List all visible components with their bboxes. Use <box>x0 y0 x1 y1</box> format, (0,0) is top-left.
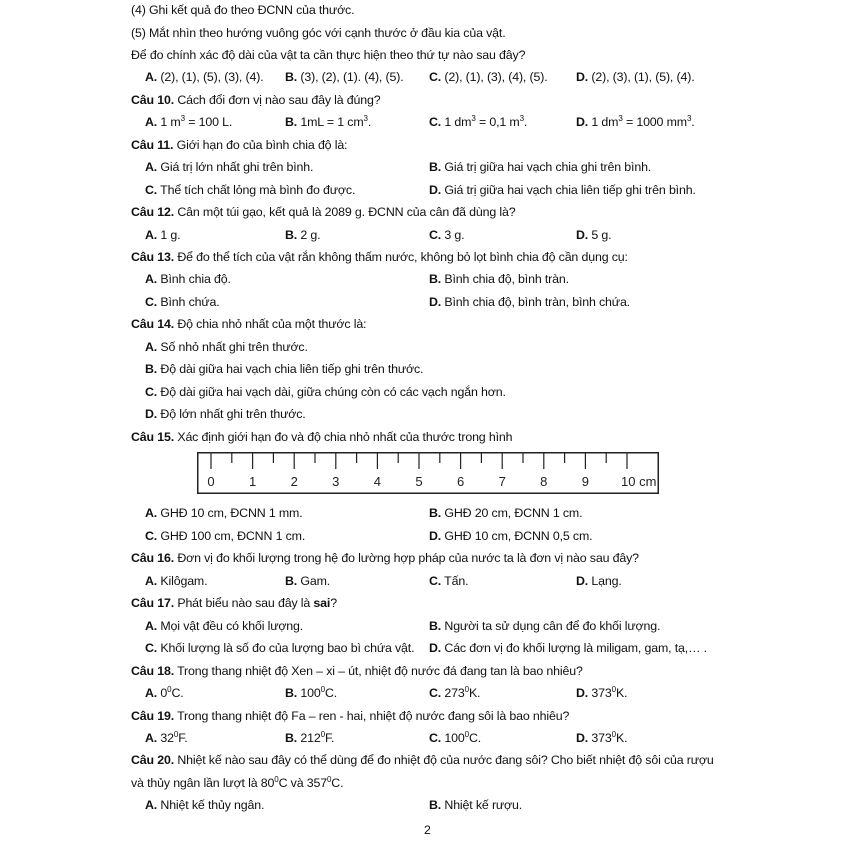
q18-option-d: D. $373^0K$. <box>576 685 628 700</box>
q19-option-b: B. $212^0F$. <box>285 730 335 745</box>
intro-option-c: C. (2), (1), (3), (4), (5). <box>429 70 548 84</box>
ruler-label: 9 <box>581 474 590 489</box>
q12-option-d: D. 5 g. <box>576 228 612 242</box>
question-12: Câu 12. Cân một túi gạo, kết quả là 2089 g. ĐCNN của cân đã dùng là? <box>131 205 516 219</box>
q17-option-b: B. Người ta sử dụng cân để đo khối lượng. <box>429 619 661 633</box>
question-14: Câu 14. Độ chia nhỏ nhất của một thước là: <box>131 317 367 331</box>
q19-option-c: C. $100^0C$. <box>429 730 482 745</box>
q10-option-b: B. 1mL = 1 $cm^3$. <box>285 114 372 129</box>
question-13: Câu 13. Để đo thể tích của vật rắn không thấm nước, không bỏ lọt bình chia độ cần dụng cụ: <box>131 250 628 264</box>
intro-step-5: (5) Mắt nhìn theo hướng vuông góc với cạnh thước ở đầu kia của vật. <box>131 26 506 40</box>
q11-option-b: B. Giá trị giữa hai vạch chia ghi trên bình. <box>429 160 652 174</box>
q14-option-b: B. Độ dài giữa hai vạch chia liên tiếp ghi trên thước. <box>145 362 424 376</box>
q10-option-a: A. 1 $m^3 = 100$ L. <box>145 114 233 129</box>
q11-option-a: A. Giá trị lớn nhất ghi trên bình. <box>145 160 314 174</box>
q19-option-a: A. $32^0F$. <box>145 730 188 745</box>
q12-option-a: A. 1 g. <box>145 228 181 242</box>
question-20-continued: và thủy ngân lần lượt là $80^0C$ và $357^0C$. <box>131 775 344 790</box>
q10-option-d: D. 1 $dm^3 = 1000$ $mm^3$. <box>576 114 695 129</box>
intro-question: Để đo chính xác độ dài của vật ta cần thực hiện theo thứ tự nào sau đây? <box>131 48 526 62</box>
intro-option-b: B. (3), (2), (1). (4), (5). <box>285 70 404 84</box>
q13-option-d: D. Bình chia độ, bình tràn, bình chứa. <box>429 295 630 309</box>
q14-option-d: D. Độ lớn nhất ghi trên thước. <box>145 407 306 421</box>
q19-option-d: D. $373^0K$. <box>576 730 628 745</box>
q18-option-a: A. $0^0C$. <box>145 685 184 700</box>
q20-option-a: A. Nhiệt kế thủy ngân. <box>145 798 265 812</box>
q15-option-a: A. GHĐ 10 cm, ĐCNN 1 mm. <box>145 506 303 520</box>
q16-option-c: C. Tấn. <box>429 574 469 588</box>
q17-option-a: A. Mọi vật đều có khối lượng. <box>145 619 304 633</box>
question-18: Câu 18. Trong thang nhiệt độ Xen – xi – út, nhiệt độ nước đá đang tan là bao nhiêu? <box>131 664 583 678</box>
q11-option-d: D. Giá trị giữa hai vạch chia liên tiếp ghi trên bình. <box>429 183 696 197</box>
ruler-label: 7 <box>498 474 506 489</box>
ruler-label: 6 <box>456 474 465 489</box>
ruler-label: 4 <box>373 474 382 489</box>
question-10: Câu 10. Cách đổi đơn vị nào sau đây là đúng? <box>131 93 381 107</box>
q16-option-b: B. Gam. <box>285 574 331 588</box>
ruler-label: 8 <box>540 474 548 489</box>
q18-option-c: C. $273^0K$. <box>429 685 481 700</box>
q15-option-c: C. GHĐ 100 cm, ĐCNN 1 cm. <box>145 529 306 543</box>
q15-option-d: D. GHĐ 10 cm, ĐCNN 0,5 cm. <box>429 529 593 543</box>
q10-option-c: C. 1 $dm^3 = 0,1$ $m^3$. <box>429 114 528 129</box>
question-11: Câu 11. Giới hạn đo của bình chia độ là: <box>131 138 348 152</box>
ruler-label: 3 <box>332 474 340 489</box>
ruler-label: 2 <box>290 474 298 489</box>
question-15: Câu 15. Xác định giới hạn đo và độ chia nhỏ nhất của thước trong hình <box>131 430 513 444</box>
q12-option-b: B. 2 g. <box>285 228 321 242</box>
q14-option-a: A. Số nhỏ nhất ghi trên thước. <box>145 340 308 354</box>
ruler-label: 0 <box>207 474 215 489</box>
ruler-label: 1 <box>248 474 257 489</box>
question-20: Câu 20. Nhiệt kế nào sau đây có thể dùng để đo nhiệt độ của nước đang sôi? Cho biết nhiệt độ sôi của rượu <box>131 753 714 767</box>
question-19: Câu 19. Trong thang nhiệt độ Fa – ren - hai, nhiệt độ nước đang sôi là bao nhiêu? <box>131 709 570 723</box>
q11-option-c: C. Thể tích chất lỏng mà bình đo được. <box>145 183 356 197</box>
q20-option-b: B. Nhiệt kế rượu. <box>429 798 523 812</box>
intro-option-a: A. (2), (1), (5), (3), (4). <box>145 70 264 84</box>
intro-step-4: (4) Ghi kết quả đo theo ĐCNN của thước. <box>131 3 355 17</box>
ruler-label: 10 cm <box>621 474 657 489</box>
ruler-label: 5 <box>415 474 423 489</box>
ruler-figure <box>197 452 659 494</box>
q15-option-b: B. GHĐ 20 cm, ĐCNN 1 cm. <box>429 506 583 520</box>
q18-option-b: B. $100^0C$. <box>285 685 338 700</box>
question-17: Câu 17. Phát biểu nào sau đây là sai? <box>131 596 337 610</box>
question-16: Câu 16. Đơn vị đo khối lượng trong hệ đo lường hợp pháp của nước ta là đơn vị nào sau đây? <box>131 551 639 565</box>
q14-option-c: C. Độ dài giữa hai vạch dài, giữa chúng còn có các vạch ngắn hơn. <box>145 385 506 399</box>
q16-option-a: A. Kilôgam. <box>145 574 208 588</box>
q16-option-d: D. Lạng. <box>576 574 622 588</box>
q12-option-c: C. 3 g. <box>429 228 465 242</box>
q13-option-c: C. Bình chứa. <box>145 295 220 309</box>
page-number: 2 <box>424 823 431 837</box>
intro-option-d: D. (2), (3), (1), (5), (4). <box>576 70 695 84</box>
q17-option-c: C. Khối lượng là số đo của lượng bao bì chứa vật. <box>145 641 415 655</box>
q13-option-a: A. Bình chia độ. <box>145 272 231 286</box>
ruler-body <box>198 453 659 494</box>
q13-option-b: B. Bình chia độ, bình tràn. <box>429 272 569 286</box>
q17-option-d: D. Các đơn vị đo khối lượng là miligam, gam, tạ,… . <box>429 641 707 655</box>
